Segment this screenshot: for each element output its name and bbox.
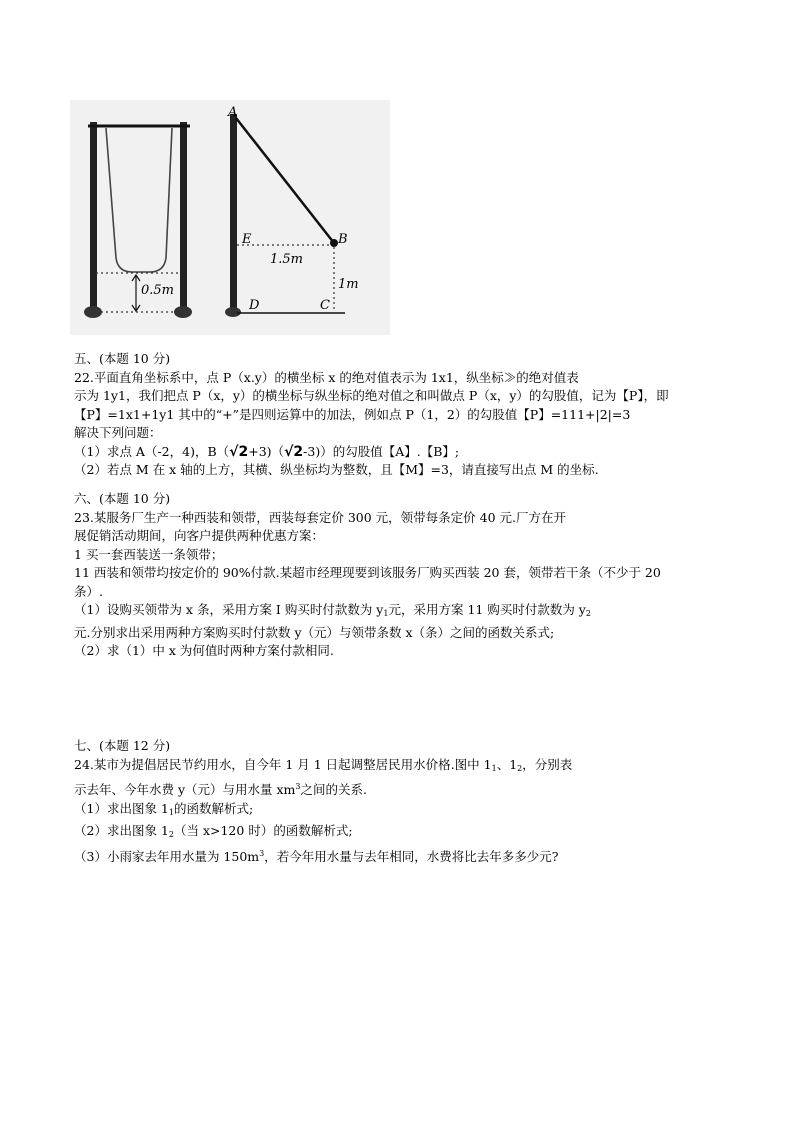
superscript: 3 bbox=[259, 848, 265, 858]
text-fragment: ，分别表 bbox=[522, 756, 573, 772]
text-fragment: -3)）的勾股值【A】.【B】; bbox=[303, 443, 460, 459]
subscript: 2 bbox=[168, 830, 174, 839]
point-B bbox=[330, 239, 338, 247]
question-line: （2）若点 M 在 x 轴的上方，其横、纵坐标均为整数，且【M】=3，请直接写出点 M 的坐标. bbox=[74, 462, 599, 477]
sqrt-2-a: √2 bbox=[229, 443, 249, 460]
label-B: B bbox=[338, 232, 348, 247]
question-24 bbox=[74, 737, 734, 866]
text-fragment: （1）求点 A（-2，4)，B（ bbox=[74, 443, 230, 459]
question-line bbox=[74, 756, 734, 779]
question-line: 元.分别求出采用两种方案购买时付款数 y（元）与领带条数 x（条）之间的函数关系式; bbox=[74, 624, 555, 640]
question-line bbox=[74, 822, 734, 845]
question-line: 22.平面直角坐标系中，点 P（x.y）的横坐标 x 的绝对值表示为 1x1，纵坐标≫的绝对值表 bbox=[74, 369, 579, 385]
text-fragment: +3)（ bbox=[248, 443, 285, 459]
question-line: 展促销活动期间，向客户提供两种优惠方案： bbox=[74, 528, 325, 543]
section-heading: 七、(本题 12 分) bbox=[74, 738, 171, 753]
question-line: 23.某服务厂生产一种西装和领带，西装每套定价 300 元，领带每条定价 40 元.厂方在开 bbox=[74, 509, 567, 525]
question-line bbox=[74, 443, 734, 462]
text-fragment: （当 x>120 时）的函数解析式; bbox=[173, 823, 353, 838]
question-line bbox=[74, 778, 734, 800]
text-fragment: （1）设购买领带为 x 条，采用方案 I 购买时付款数为 y bbox=[74, 602, 384, 617]
text-fragment: 之间的关系. bbox=[300, 782, 367, 797]
question-23 bbox=[74, 490, 734, 661]
text-fragment: （1）求出图象 1 bbox=[74, 800, 169, 816]
question-line: 示为 1y1，我们把点 P（x，y）的横坐标与纵坐标的绝对值之和叫做点 P（x，y）的勾股值，记为【P】，即 bbox=[74, 388, 669, 403]
question-line: 【P】=1x1+1y1 其中的“+”是四则运算中的加法，例如点 P（1，2）的勾股值【P】=111+|2|=3 bbox=[74, 406, 631, 422]
label-C: C bbox=[320, 298, 330, 313]
text-fragment: 元，采用方案 11 购买时付款数为 y bbox=[388, 602, 586, 617]
question-line bbox=[74, 601, 734, 624]
subscript: 1 bbox=[383, 609, 389, 618]
label-A: A bbox=[228, 105, 238, 120]
question-line: 11 西装和领带均按定价的 90%付款.某超市经理现要到该服务厂购买西装 20 套，领带若干条（不少于 20 bbox=[74, 565, 661, 580]
text-fragment: 的函数解析式; bbox=[173, 800, 254, 816]
question-line: 条）. bbox=[74, 583, 103, 599]
side-post bbox=[230, 114, 237, 310]
subscript: 1 bbox=[168, 807, 174, 817]
label-D: D bbox=[249, 298, 260, 313]
subscript: 1 bbox=[491, 763, 497, 773]
left-post bbox=[90, 122, 97, 310]
subscript: 2 bbox=[585, 609, 591, 618]
question-line bbox=[74, 800, 734, 823]
question-line: （2）求（1）中 x 为何值时两种方案付款相同. bbox=[74, 643, 334, 658]
sqrt-2-b: √2 bbox=[284, 443, 304, 460]
label-E: E bbox=[242, 232, 252, 247]
label-05m: 0.5m bbox=[141, 283, 175, 298]
left-base bbox=[84, 306, 102, 318]
right-post bbox=[180, 122, 187, 310]
question-line: 1 买一套西装送一条领带； bbox=[74, 546, 224, 562]
text-fragment: 24.某市为提倡居民节约用水，自今年 1 月 1 日起调整居民用水价格.图中 1 bbox=[74, 756, 492, 772]
question-line bbox=[74, 845, 734, 867]
text-fragment: （3）小雨家去年用水量为 150m bbox=[74, 848, 260, 864]
section-heading: 五、(本题 10 分) bbox=[74, 351, 171, 366]
text-fragment: 、1 bbox=[496, 756, 518, 772]
text-fragment: ，若今年用水量与去年相同，水费将比去年多多少元? bbox=[264, 848, 559, 864]
superscript: 3 bbox=[295, 782, 301, 791]
side-base bbox=[225, 307, 241, 317]
label-1m: 1m bbox=[338, 277, 359, 292]
subscript: 2 bbox=[517, 763, 523, 773]
text-fragment: （2）求出图象 1 bbox=[74, 823, 169, 838]
section-heading: 六、(本题 10 分) bbox=[74, 491, 171, 506]
question-line: 解决下列问题： bbox=[74, 425, 162, 440]
text-fragment: 示去年、今年水费 y（元）与用水量 xm bbox=[74, 782, 296, 797]
swing-diagram bbox=[70, 100, 390, 335]
swing-figure bbox=[70, 100, 390, 335]
label-15m: 1.5m bbox=[270, 252, 304, 267]
question-22 bbox=[74, 350, 734, 480]
